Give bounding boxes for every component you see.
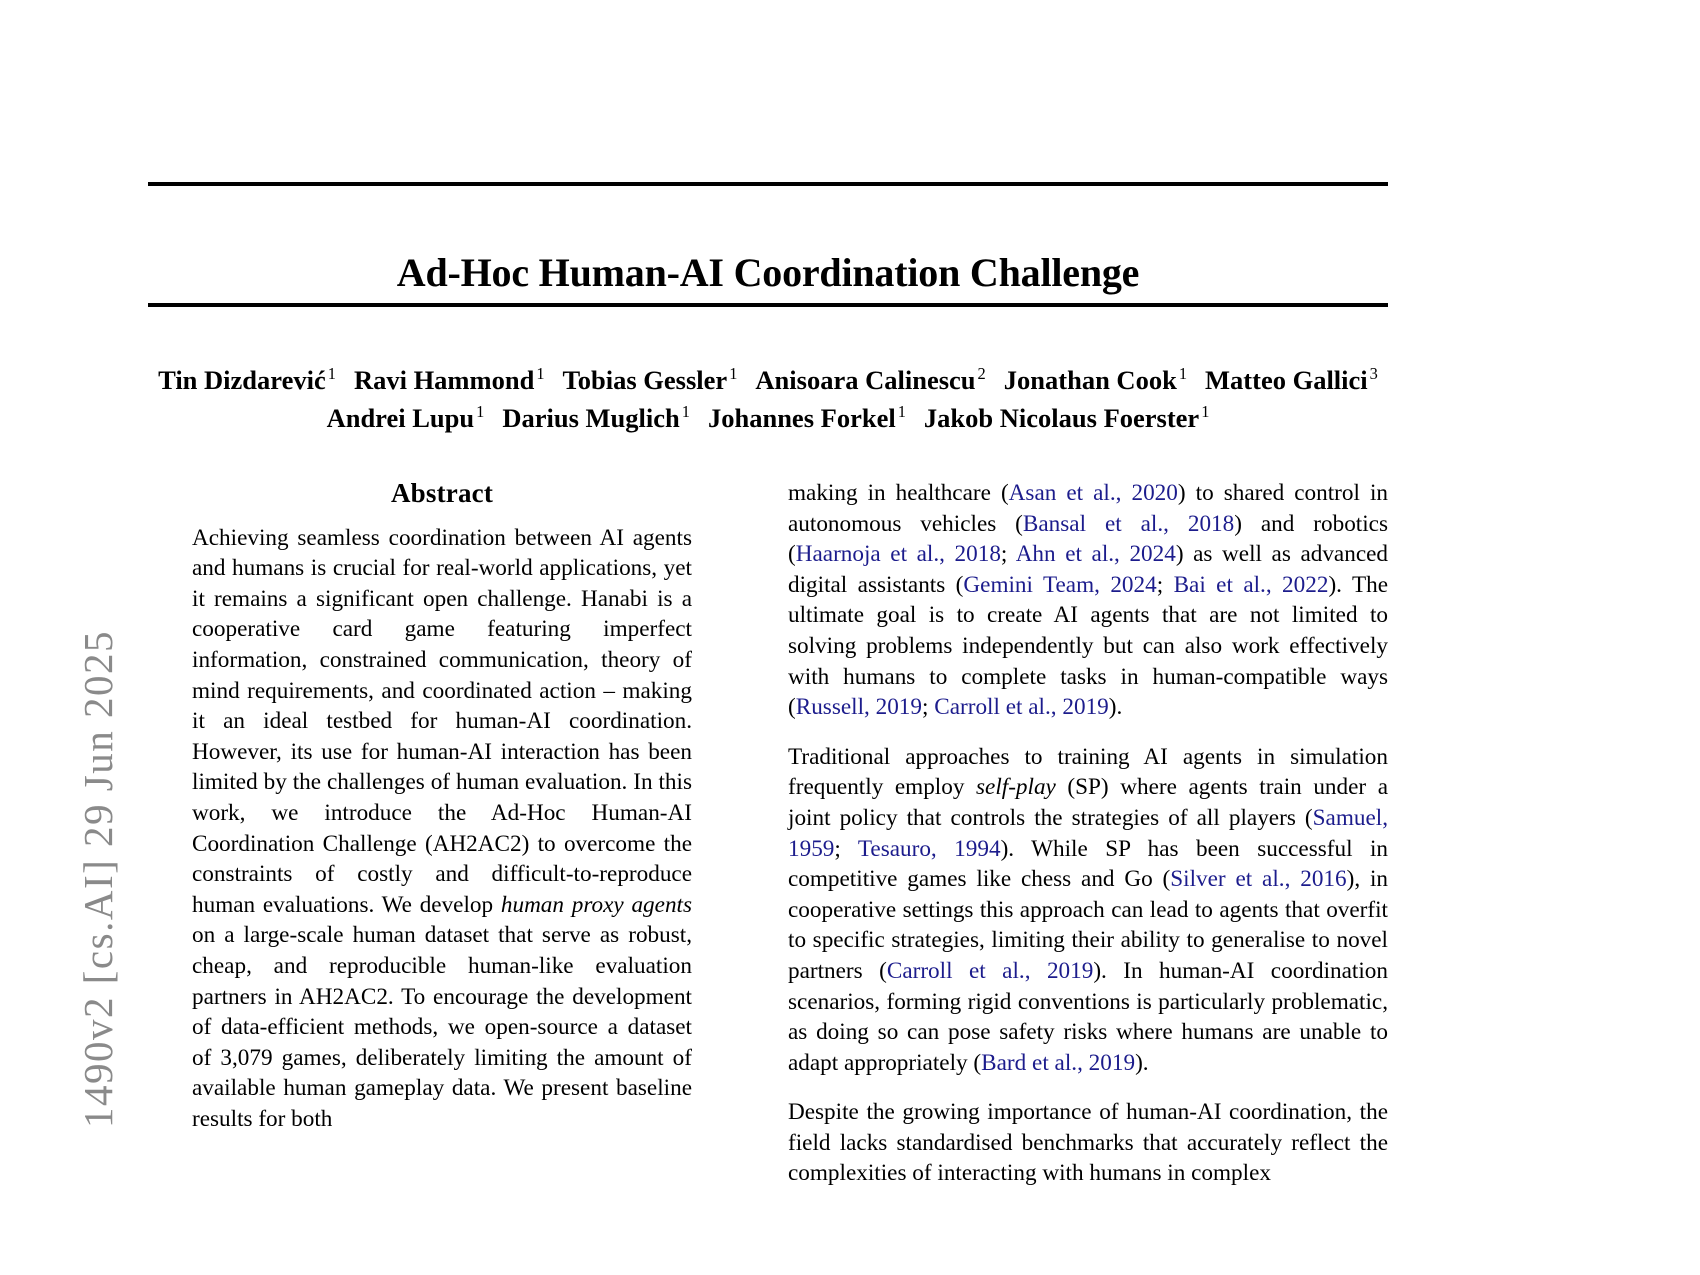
body-text: (SP) where agents train under a joint policy that controls the strategies of all players (	[788, 774, 1388, 831]
body-emphasis: self-play	[976, 774, 1056, 801]
abstract-sentence: Hanabi is a cooperative card game featuring imperfect information, constrained communication, theory of mind requirements, and coordinated action – making it an ideal testbed for human-AI coordination. However, its use for human-AI interaction has been limited by the challenges of human evaluation.	[192, 585, 692, 796]
intro-paragraph-2	[788, 742, 1388, 1079]
abstract-body	[192, 523, 692, 1135]
author-affiliation: 1	[681, 401, 690, 421]
arxiv-stamp: 1490v2 [cs.AI] 29 Jun 2025	[75, 630, 121, 1128]
citation-link[interactable]: Asan et al., 2020	[1008, 480, 1178, 506]
abstract-sentence: In this work, we introduce the Ad-Hoc Human-AI Coordination Challenge (AH2AC2) to overcome the constraints of costly and difficult-to-reproduce human evaluations. We develop	[192, 769, 692, 918]
citation-link[interactable]: Bard et al., 2019	[981, 1049, 1136, 1076]
author-affiliation: 1	[1201, 401, 1210, 421]
body-text: ). In human-AI coordination scenarios, forming rigid conventions is particularly problematic, as doing so can pose safety risks where humans are unable to adapt appropriately (	[788, 957, 1388, 1076]
body-text: Despite the growing importance of human-AI coordination, the field lacks standardised benchmarks that accurately reflect the complexities of interacting with humans in complex	[788, 1099, 1388, 1187]
author-name: Tobias Gessler	[562, 364, 728, 395]
body-text: ). While SP has been successful in competitive games like chess and Go (	[788, 835, 1389, 893]
abstract-sentence: To encourage the development of data-efficient methods, we open-source a dataset of 3,079 games, deliberately limiting the amount of available human gameplay data. We present baseline results for both	[192, 983, 692, 1132]
author-affiliation: 1	[536, 364, 545, 383]
body-text: ) and robotics (	[788, 510, 1388, 568]
citation-link[interactable]: Bansal et al., 2018	[1022, 510, 1235, 537]
intro-paragraph-3	[788, 1097, 1388, 1189]
body-text: Traditional approaches to training AI agents in simulation frequently employ	[788, 743, 1388, 801]
body-text: ).	[1135, 1049, 1149, 1076]
page-title: Ad-Hoc Human-AI Coordination Challenge	[396, 249, 1140, 295]
citation-link[interactable]: Ahn et al., 2024	[1015, 541, 1176, 568]
intro-paragraph-1	[788, 478, 1388, 723]
author-row-2	[148, 396, 1388, 434]
author	[708, 403, 906, 433]
citation-link[interactable]: Russell, 2019	[795, 694, 922, 721]
author	[563, 365, 738, 395]
introduction-column	[788, 478, 1388, 1189]
author	[158, 365, 336, 395]
author-affiliation: 1	[476, 401, 485, 421]
abstract-sentence: Achieving seamless coordination between AI agents and humans is crucial for real-world applications, yet it remains a significant open challenge.	[192, 524, 692, 612]
body-text: making in healthcare (	[788, 480, 1009, 506]
author-row-1	[148, 358, 1388, 396]
author	[1004, 365, 1187, 395]
author-name: Johannes Forkel	[707, 402, 896, 433]
citation-link[interactable]: Tesauro, 1994	[857, 835, 1001, 862]
author-name: Jonathan Cook	[1003, 364, 1177, 395]
author	[755, 365, 985, 395]
citation-link[interactable]: Haarnoja et al., 2018	[795, 541, 1001, 568]
author-affiliation: 2	[977, 364, 986, 383]
body-text: ) as well as advanced digital assistants (	[788, 541, 1388, 598]
abstract-column	[192, 478, 692, 1134]
author	[327, 403, 485, 433]
author-name: Jakob Nicolaus Foerster	[923, 402, 1200, 433]
author-name: Anisoara Calinescu	[755, 364, 976, 395]
author-affiliation: 3	[1369, 364, 1378, 383]
abstract-emphasis: human proxy agents	[500, 891, 692, 918]
author-name: Andrei Lupu	[326, 402, 475, 433]
body-text: ;	[922, 694, 935, 721]
author-affiliation: 1	[897, 401, 906, 421]
body-text: ;	[1156, 571, 1174, 598]
title-rule-top	[148, 182, 1388, 186]
body-text: ;	[834, 835, 858, 862]
author	[354, 365, 545, 395]
citation-link[interactable]: Samuel, 1959	[788, 804, 1388, 862]
author-list	[148, 358, 1388, 434]
body-text: ;	[1000, 541, 1016, 568]
author	[502, 403, 690, 433]
citation-link[interactable]: Carroll et al., 2019	[934, 694, 1109, 721]
body-text: ), in cooperative settings this approach can lead to agents that overfit to specific strategies, limiting their ability to generalise to novel partners (	[788, 866, 1389, 984]
abstract-sentence: on a large-scale human dataset that serve as robust, cheap, and reproducible human-like evaluation partners in AH2AC2.	[192, 922, 692, 1010]
citation-link[interactable]: Carroll et al., 2019	[886, 957, 1094, 984]
title-rule-bottom	[148, 303, 1388, 307]
citation-link[interactable]: Bai et al., 2022	[1173, 571, 1329, 598]
body-text: ) to shared control in autonomous vehicles (	[788, 480, 1389, 537]
citation-link[interactable]: Gemini Team, 2024	[963, 571, 1157, 598]
author-affiliation: 1	[729, 364, 738, 383]
abstract-heading: Abstract	[390, 478, 494, 508]
author-affiliation: 1	[327, 364, 336, 383]
author	[1205, 365, 1378, 395]
body-text: ). The ultimate goal is to create AI agents that are not limited to solving problems independently but can also work effectively with humans to complete tasks in human-compatible ways (	[788, 571, 1388, 721]
body-text: ).	[1108, 694, 1123, 721]
author-name: Darius Muglich	[502, 402, 680, 433]
citation-link[interactable]: Silver et al., 2016	[1170, 866, 1347, 893]
author-name: Matteo Gallici	[1205, 364, 1368, 395]
author-name: Tin Dizdarević	[158, 364, 326, 395]
author-name: Ravi Hammond	[353, 364, 535, 395]
author	[924, 403, 1210, 433]
author-affiliation: 1	[1178, 364, 1188, 383]
